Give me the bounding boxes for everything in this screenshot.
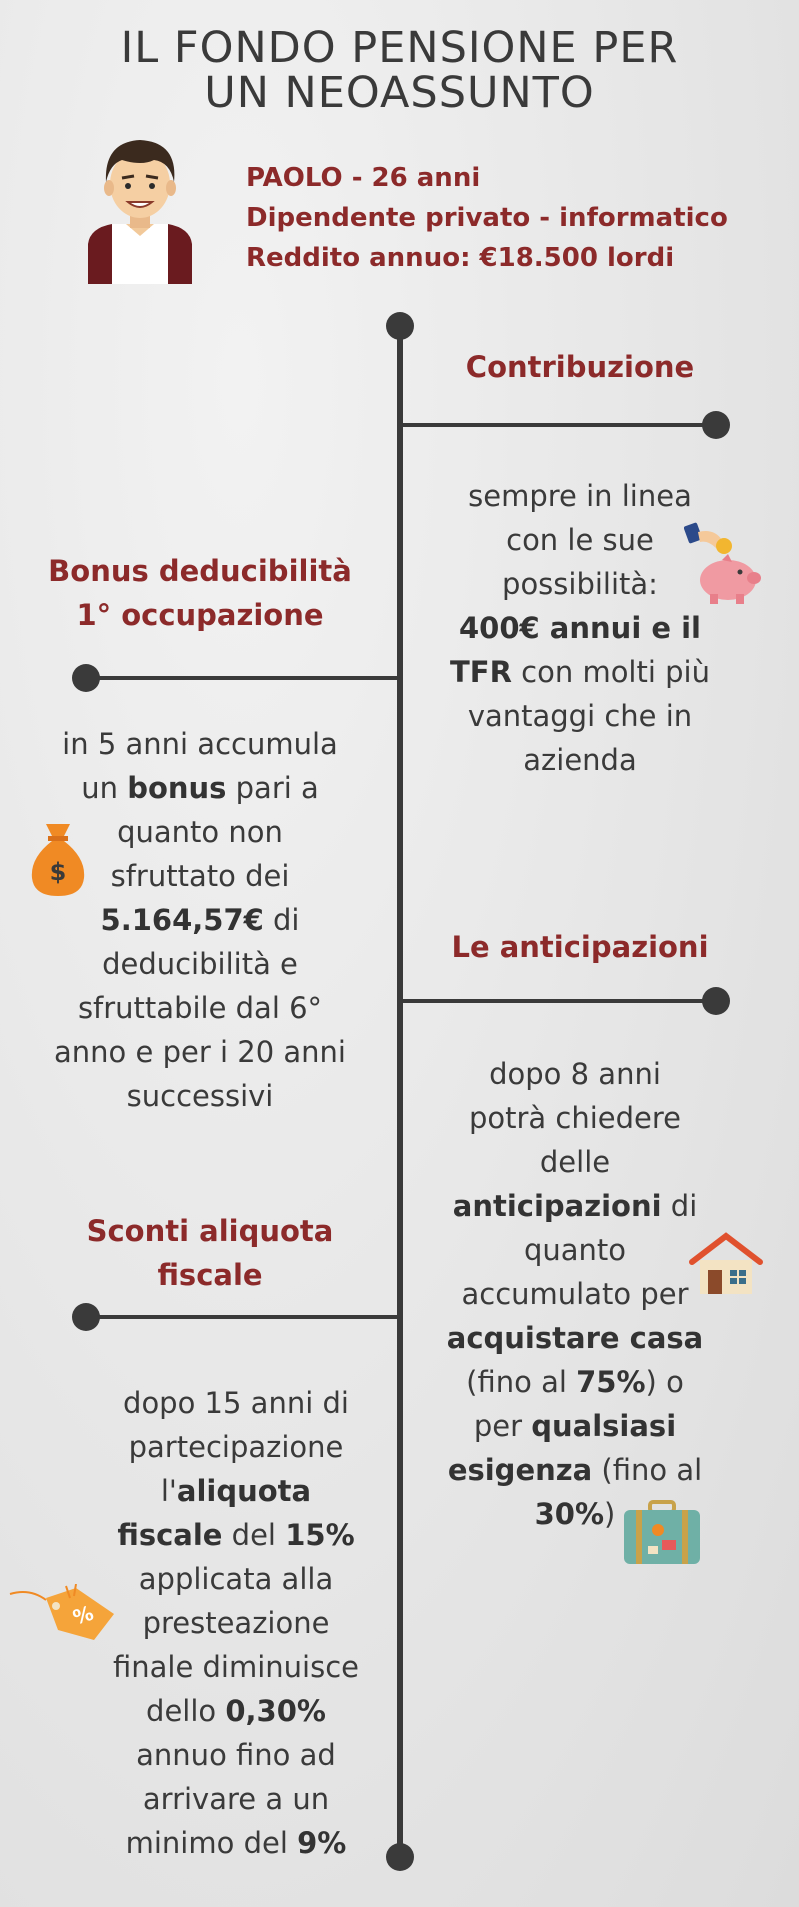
- text-line: con le sue: [506, 523, 654, 557]
- bold-text: aliquota: [176, 1474, 312, 1508]
- text-line: vantaggi che in: [467, 699, 693, 733]
- text-line: annuo fino ad: [136, 1738, 336, 1772]
- heading-line: Sconti aliquota: [86, 1214, 334, 1248]
- text-line: con molti più: [511, 655, 710, 689]
- bold-text: acquistare casa: [446, 1321, 704, 1355]
- text-line: minimo del: [125, 1826, 298, 1860]
- text-line: quanto: [523, 1233, 627, 1267]
- bold-text: TFR: [450, 655, 512, 689]
- text-line: in 5 anni accumula: [62, 727, 338, 761]
- text-line: un: [81, 771, 128, 805]
- text-sconti: [76, 1381, 396, 1865]
- bold-text: 9%: [297, 1826, 347, 1860]
- heading-line: fiscale: [157, 1258, 263, 1292]
- text-line: dello: [146, 1694, 226, 1728]
- bold-text: 5.164,57€: [100, 903, 264, 937]
- heading-line: Bonus deducibilità: [48, 554, 352, 588]
- text-line: dopo 8 anni: [489, 1057, 661, 1091]
- text-line: partecipazione: [128, 1430, 344, 1464]
- bold-text: fiscale: [117, 1518, 223, 1552]
- heading-anticipazioni: Le anticipazioni: [451, 930, 709, 964]
- text-line: azienda: [523, 743, 637, 777]
- text-line: possibilità:: [502, 567, 658, 601]
- suitcase-icon: [622, 1500, 702, 1566]
- branch-dot-anticipazioni: [702, 987, 730, 1015]
- text-line: presteazione: [142, 1606, 330, 1640]
- branch-sconti: [86, 1315, 400, 1319]
- svg-text:%: %: [69, 1600, 97, 1630]
- text-line: sfruttato dei: [110, 859, 290, 893]
- text-line: del: [222, 1518, 286, 1552]
- branch-contribuzione: [400, 423, 716, 427]
- text-line: dopo 15 anni di: [123, 1386, 349, 1420]
- profile-job: Dipendente privato - informatico: [246, 203, 728, 233]
- text-line: quanto non: [117, 815, 283, 849]
- title-line-2: UN NEOASSUNTO: [204, 68, 595, 118]
- text-line: potrà chiedere: [468, 1101, 682, 1135]
- profile-income: Reddito annuo: €18.500 lordi: [246, 243, 675, 273]
- man-avatar-icon: [82, 132, 198, 284]
- branch-dot-sconti: [72, 1303, 100, 1331]
- house-icon: [688, 1232, 764, 1296]
- text-bonus: [40, 722, 360, 1118]
- bold-text: anticipazioni: [452, 1189, 662, 1223]
- discount-tag-icon: [6, 1584, 118, 1644]
- timeline-top-dot: [386, 312, 414, 340]
- heading-contribuzione: Contribuzione: [465, 350, 695, 384]
- bold-text: 400€ annui e il: [459, 611, 701, 645]
- text-line: anno e per i 20 anni: [54, 1035, 346, 1069]
- branch-bonus: [86, 676, 400, 680]
- profile-info: [246, 158, 766, 278]
- branch-anticipazioni: [400, 999, 716, 1003]
- svg-text:$: $: [49, 858, 67, 886]
- bold-text: 30%: [534, 1497, 605, 1531]
- bold-text: 75%: [576, 1365, 646, 1399]
- heading-line: 1° occupazione: [76, 598, 324, 632]
- bold-text: bonus: [127, 771, 227, 805]
- text-line: (fino al: [466, 1365, 577, 1399]
- text-line: (fino al: [592, 1453, 703, 1487]
- piggy-bank-icon: [684, 518, 764, 608]
- bold-text: 0,30%: [225, 1694, 326, 1728]
- text-line: ): [604, 1497, 616, 1531]
- title-line-1: IL FONDO PENSIONE PER: [120, 23, 679, 73]
- text-line: l': [160, 1474, 177, 1508]
- branch-dot-contribuzione: [702, 411, 730, 439]
- bold-text: qualsiasi: [531, 1409, 677, 1443]
- text-line: accumulato per: [461, 1277, 689, 1311]
- text-line: di: [263, 903, 300, 937]
- profile-name: PAOLO - 26 anni: [246, 163, 481, 193]
- text-line: per: [473, 1409, 532, 1443]
- text-line: di: [661, 1189, 698, 1223]
- bold-text: esigenza: [447, 1453, 593, 1487]
- bold-text: 15%: [285, 1518, 355, 1552]
- text-line: arrivare a un: [142, 1782, 330, 1816]
- branch-dot-bonus: [72, 664, 100, 692]
- text-line: finale diminuisce: [112, 1650, 360, 1684]
- heading-sconti: [50, 1209, 370, 1297]
- text-line: sfruttabile dal 6°: [77, 991, 323, 1025]
- text-line: applicata alla: [138, 1562, 334, 1596]
- page-title: [0, 23, 799, 118]
- timeline-vertical-line: [397, 325, 403, 1857]
- text-line: deducibilità e: [102, 947, 298, 981]
- text-line: successivi: [126, 1079, 274, 1113]
- money-bag-icon: [28, 818, 88, 898]
- text-line: pari a: [226, 771, 319, 805]
- text-line: delle: [539, 1145, 611, 1179]
- text-line: ) o: [645, 1365, 684, 1399]
- text-line: sempre in linea: [468, 479, 692, 513]
- heading-bonus: [40, 549, 360, 637]
